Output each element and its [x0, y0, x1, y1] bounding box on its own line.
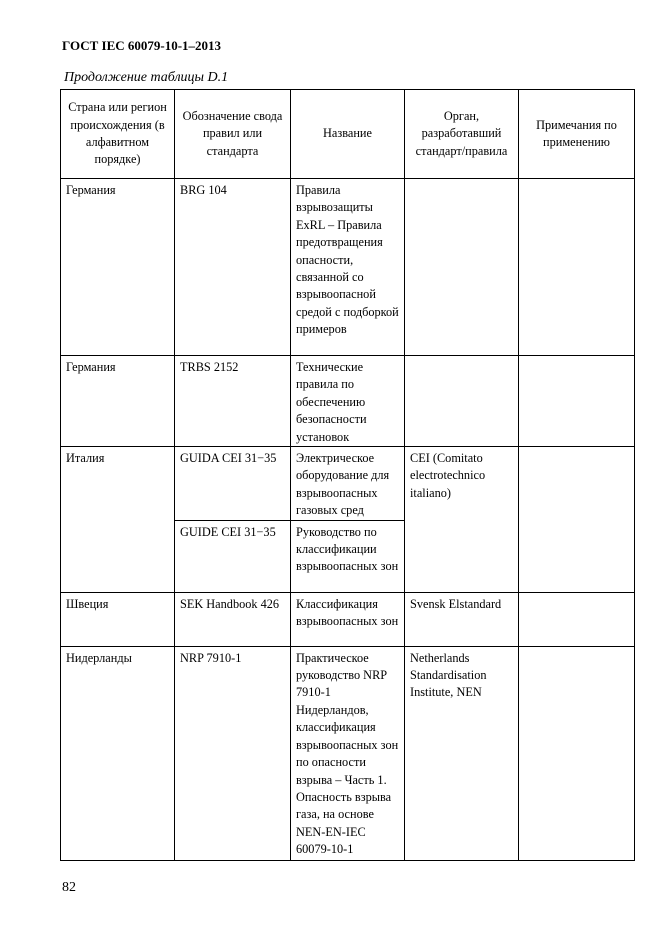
cell-name: Электрическое оборудование для взрывоопасных газовых сред — [291, 447, 405, 521]
cell-notes — [519, 646, 635, 860]
column-header-notes: Примечания по применению — [519, 90, 635, 179]
table-row — [61, 646, 635, 860]
cell-name: Классификация взрывоопасных зон — [291, 592, 405, 646]
cell-notes — [519, 356, 635, 447]
standards-table — [60, 89, 635, 861]
column-header-name: Название — [291, 90, 405, 179]
table-row — [61, 592, 635, 646]
table-header-row — [61, 90, 635, 179]
cell-country: Нидерланды — [61, 646, 175, 860]
cell-name: Технические правила по обеспечению безопасности установок — [291, 356, 405, 447]
column-header-body: Орган, разработавший стандарт/правила — [405, 90, 519, 179]
table-row — [61, 179, 635, 356]
cell-designation: GUIDE CEI 31−35 — [175, 520, 291, 592]
table-row — [61, 356, 635, 447]
cell-body: Svensk Elstandard — [405, 592, 519, 646]
table-row — [61, 447, 635, 521]
cell-country: Германия — [61, 179, 175, 356]
cell-notes — [519, 592, 635, 646]
cell-name: Правила взрывозащиты ExRL – Правила предотвращения опасности, связанной со взрывоопасной средой с подборкой примеров — [291, 179, 405, 356]
cell-designation: NRP 7910-1 — [175, 646, 291, 860]
cell-notes — [519, 447, 635, 593]
cell-body: CEI (Comitato electrotechnico italiano) — [405, 447, 519, 593]
cell-designation: TRBS 2152 — [175, 356, 291, 447]
column-header-country: Страна или регион происхождения (в алфавитном порядке) — [61, 90, 175, 179]
table-caption: Продолжение таблицы D.1 — [64, 70, 229, 85]
cell-name: Практическое руководство NRP 7910-1 Нидерландов, классификация взрывоопасных зон по опасности взрыва – Часть 1. Опасность взрыва газа, на основе NEN-EN-IEC 60079-10-1 — [291, 646, 405, 860]
cell-designation: GUIDA CEI 31−35 — [175, 447, 291, 521]
cell-designation: BRG 104 — [175, 179, 291, 356]
cell-body — [405, 179, 519, 356]
column-header-designation: Обозначение свода правил или стандарта — [175, 90, 291, 179]
cell-name: Руководство по классификации взрывоопасных зон — [291, 520, 405, 592]
cell-country: Италия — [61, 447, 175, 593]
cell-body — [405, 356, 519, 447]
cell-country: Германия — [61, 356, 175, 447]
document-header: ГОСТ IEC 60079-10-1–2013 — [62, 38, 222, 53]
cell-notes — [519, 179, 635, 356]
cell-body: Netherlands Standardisation Institute, NEN — [405, 646, 519, 860]
cell-country: Швеция — [61, 592, 175, 646]
page-number: 82 — [62, 880, 76, 895]
cell-designation: SEK Handbook 426 — [175, 592, 291, 646]
